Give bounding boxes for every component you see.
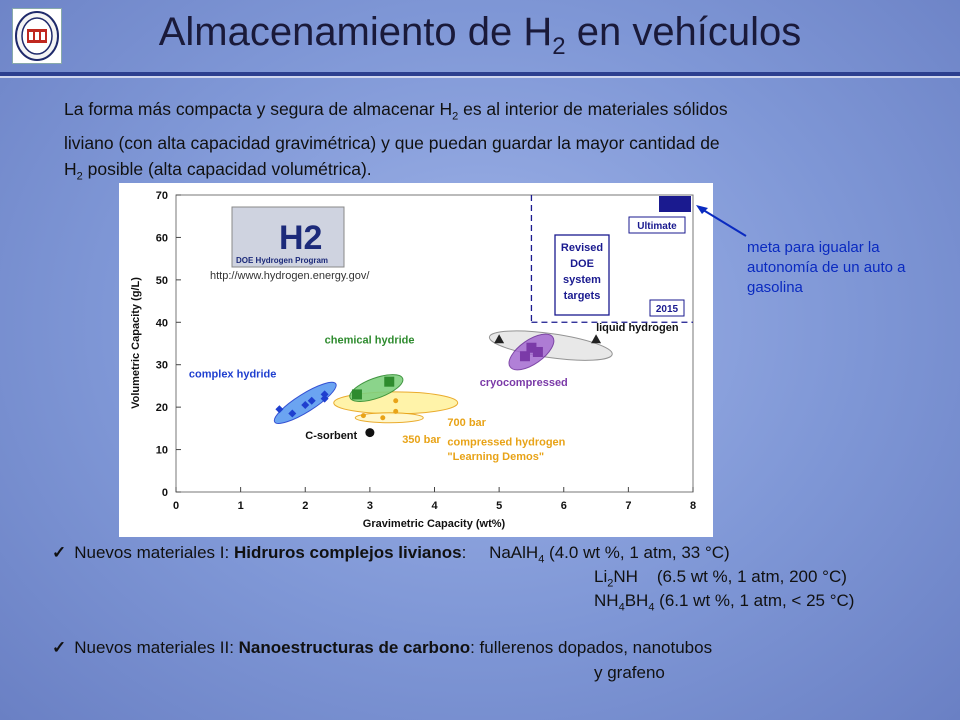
intro-paragraph	[64, 96, 904, 189]
data-point	[393, 398, 398, 403]
doe-h2-logo	[232, 207, 344, 267]
x-tick-label: 1	[237, 500, 244, 512]
targets-label-1: Revised	[560, 242, 604, 254]
data-point	[380, 415, 385, 420]
title-rule	[0, 72, 960, 78]
y-tick-label: 20	[155, 402, 168, 415]
y-tick-label: 40	[155, 317, 168, 330]
doe-logo-h2: H2	[279, 219, 323, 257]
check-icon: ✓	[52, 638, 67, 657]
bullet-2-line-2: y grafeno	[594, 663, 665, 682]
check-icon: ✓	[52, 543, 67, 562]
series-label: compressed hydrogen	[447, 436, 566, 449]
series-label: cryocompressed	[479, 376, 568, 389]
source-url[interactable]: http://www.hydrogen.energy.gov/	[210, 270, 370, 282]
capacity-chart	[119, 183, 713, 537]
targets-label-3: system	[563, 274, 601, 286]
y-tick-label: 10	[155, 444, 168, 457]
data-point	[393, 409, 398, 414]
x-tick-label: 0	[172, 500, 180, 512]
data-point	[365, 428, 374, 437]
series-label: chemical hydride	[324, 334, 415, 347]
y-tick-label: 0	[161, 487, 168, 499]
series-label: 700 bar	[447, 417, 486, 430]
data-point	[533, 347, 543, 357]
x-tick-label: 2	[302, 500, 309, 512]
series-label: complex hydride	[188, 368, 277, 381]
series-label: 350 bar	[402, 434, 441, 447]
series-label: liquid hydrogen	[596, 321, 679, 334]
chart-svg	[119, 183, 713, 537]
x-tick-label: 8	[689, 500, 697, 512]
intro-line-3: $H_2$ posible (alta capacidad volumétrica).	[64, 158, 372, 182]
x-tick-label: 4	[431, 500, 438, 512]
bullet-1: ✓ Nuevos materiales I: Hidruros complejos livianos: NaAlH$_4$ (4.0 wt %, 1 atm, 33 °C)	[52, 543, 730, 566]
target-2015-label: 2015	[655, 304, 679, 315]
target-ultimate-label: Ultimate	[637, 221, 677, 232]
x-tick-label: 3	[366, 500, 373, 512]
doe-logo-caption: DOE Hydrogen Program	[236, 256, 329, 265]
x-tick-label: 6	[560, 500, 567, 512]
y-tick-label: 70	[155, 190, 168, 202]
formula-li2nh: $Li_2NH$ (6.5 wt %, 1 atm, 200 °C)	[594, 567, 847, 590]
series-label: "Learning Demos"	[447, 451, 545, 464]
goal-note: meta para igualar la autonomía de un auto a gasolina	[747, 239, 906, 296]
targets-label-2: DOE	[570, 258, 594, 270]
y-axis-label: Volumetric Capacity (g/L)	[130, 277, 142, 409]
series-label: C-sorbent	[305, 429, 358, 442]
arrow-icon	[690, 200, 750, 240]
bullet-2: ✓ Nuevos materiales II: Nanoestructuras de carbono: fullerenos dopados, nanotubos	[52, 638, 713, 657]
x-tick-label: 5	[496, 500, 503, 512]
targets-label-4: targets	[563, 290, 601, 302]
formula-nh4bh4: $NH_4BH_4$ (6.1 wt %, 1 atm, < 25 °C)	[594, 591, 855, 614]
data-point	[352, 389, 362, 399]
intro-line-1: La forma más compacta y segura de almacenar $H_2$ es al interior de materiales sólidos	[64, 99, 728, 123]
y-tick-label: 60	[155, 232, 168, 245]
y-tick-label: 30	[155, 359, 168, 372]
data-point	[384, 377, 394, 387]
ultimate-target-mark	[659, 196, 691, 212]
data-point	[361, 413, 366, 418]
slide-title: Almacenamiento de $H_2$ en vehículos	[158, 10, 802, 60]
intro-line-2: liviano (con alta capacidad gravimétrica) y que puedan guardar la mayor cantidad de	[64, 132, 720, 153]
formula-naalh4: NaAlH$_4$ (4.0 wt %, 1 atm, 33 °C)	[489, 543, 730, 566]
x-tick-label: 7	[625, 500, 632, 512]
y-tick-label: 50	[155, 274, 168, 287]
x-axis-label: Gravimetric Capacity (wt%)	[362, 518, 506, 530]
